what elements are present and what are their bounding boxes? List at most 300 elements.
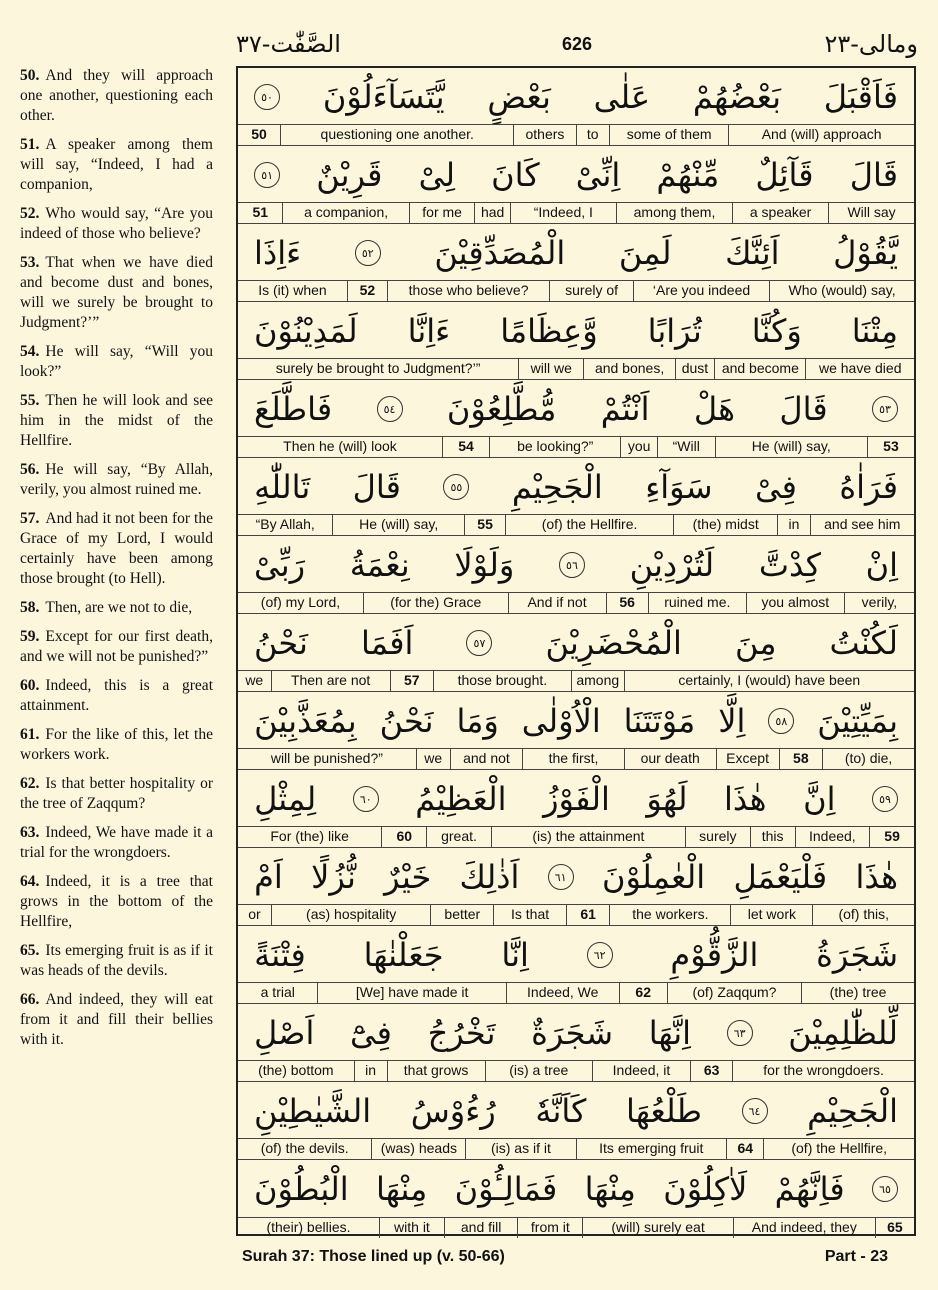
- english-gloss-line: [238, 670, 914, 691]
- arabic-word: خَيْرٌ: [384, 858, 432, 896]
- part-info: Part - 23: [824, 1248, 888, 1265]
- gloss-cell: [We] have made it: [317, 983, 505, 1003]
- arabic-word: يَّتَسَآءَلُوْنَ: [322, 78, 445, 116]
- english-gloss-line: [238, 904, 914, 925]
- grid-row: [238, 1160, 914, 1238]
- arabic-word: فَمَالِـُٔوْنَ: [454, 1170, 558, 1208]
- ayah-marker: ٥٢: [355, 240, 381, 266]
- verse-number: 63.: [20, 824, 40, 841]
- arabic-word: كَانَ: [491, 156, 540, 194]
- gloss-cell: (as) hospitality: [271, 905, 430, 925]
- gloss-cell: (is) the attainment: [491, 827, 685, 847]
- english-gloss-line: [238, 1060, 914, 1081]
- gloss-cell: we: [416, 749, 450, 769]
- gloss-cell: we have died: [805, 359, 914, 379]
- verse-number: 51.: [20, 136, 40, 153]
- gloss-cell: to: [576, 125, 610, 145]
- gloss-cell: from it: [517, 1218, 582, 1238]
- verse-number: 60.: [20, 677, 40, 694]
- arabic-word: يَّقُوْلُ: [833, 234, 898, 272]
- arabic-word: اِنَّا: [501, 936, 529, 974]
- english-gloss-line: [238, 202, 914, 223]
- arabic-line: [238, 614, 914, 672]
- verse-number-cell: 57: [390, 671, 433, 691]
- arabic-word: وَلَوْلَا: [454, 546, 515, 584]
- ayah-marker: ٦٥: [872, 1176, 898, 1202]
- gloss-cell: ‘Are you indeed: [633, 281, 769, 301]
- arabic-word: اِنِّىْ: [575, 156, 621, 194]
- verse-number-cell: 53: [867, 437, 914, 457]
- arabic-word: سَوَآءِ: [645, 468, 713, 506]
- arabic-word: قَرِيْنٌ: [316, 156, 383, 194]
- gloss-cell: ruined me.: [648, 593, 746, 613]
- verse-text: Indeed, We have made it a trial for the wrongdoers.: [20, 824, 213, 861]
- verse-number-cell: 63: [690, 1061, 732, 1081]
- verse-text: Is that better hospitality or the tree of Zaqqum?: [20, 775, 213, 812]
- arabic-word: وَّعِظَامًا: [500, 312, 598, 350]
- arabic-word: لَتُرْدِيْنِ: [629, 546, 715, 584]
- gloss-cell: in: [777, 515, 809, 535]
- english-gloss-line: [238, 592, 914, 613]
- arabic-line: [238, 1160, 914, 1218]
- gloss-cell: better: [430, 905, 493, 925]
- grid-row: [238, 614, 914, 692]
- arabic-word: الْمُصَدِّقِيْنَ: [434, 234, 566, 272]
- gloss-cell: Is (it) when: [258, 282, 327, 298]
- gloss-cell: we: [245, 672, 264, 688]
- verse-number-cell: 50: [251, 126, 267, 142]
- verse-number-cell: 61: [566, 905, 610, 925]
- arabic-word: شَجَرَةُ: [816, 936, 898, 974]
- arabic-word: مِتْنَا: [851, 312, 898, 350]
- gloss-cell: surely: [685, 827, 750, 847]
- verse-number: 59.: [20, 628, 40, 645]
- verse-number-cell: 55: [464, 515, 505, 535]
- translation-verse: [20, 391, 213, 451]
- grid-row: [238, 770, 914, 848]
- verse-number: 62.: [20, 775, 40, 792]
- arabic-word: اِنَّ: [803, 780, 836, 818]
- arabic-word: فَرَاٰهُ: [839, 468, 898, 506]
- gloss-cell: and bones,: [583, 359, 674, 379]
- gloss-cell: you: [620, 437, 657, 457]
- gloss-cell: certainly, I (would) have been: [624, 671, 914, 691]
- arabic-word: الْمُحْضَرِيْنَ: [545, 624, 682, 662]
- verse-number: 65.: [20, 942, 40, 959]
- arabic-word: لِمِثْلِ: [254, 780, 317, 818]
- gloss-cell: this: [750, 827, 795, 847]
- gloss-cell: Then he (will) look: [283, 438, 397, 454]
- verse-number-cell: 52: [347, 281, 387, 301]
- verse-number-cell: 51: [252, 204, 269, 220]
- arabic-line: [238, 1004, 914, 1062]
- verse-number: 55.: [20, 392, 40, 409]
- arabic-word: الْعَظِيْمُ: [415, 780, 507, 818]
- translation-verse: [20, 872, 213, 932]
- gloss-cell: great.: [426, 827, 491, 847]
- arabic-word: الزَّقُّوْمِ: [670, 936, 759, 974]
- arabic-word: لَكُنْتُ: [829, 624, 898, 662]
- arabic-word: ءَاِذَا: [254, 234, 302, 272]
- verse-number-cell: 54: [442, 437, 489, 457]
- arabic-word: تَاللّٰهِ: [254, 468, 311, 506]
- verse-number-cell: 59: [869, 827, 914, 847]
- translation-verse: [20, 253, 213, 333]
- arabic-word: لَمِنَ: [618, 234, 672, 272]
- verse-number: 56.: [20, 461, 40, 478]
- surah-info: Surah 37: Those lined up (v. 50-66): [242, 1248, 505, 1265]
- verse-text: That when we have died and become dust and bones, will we surely be brought to Judgment?’”: [20, 254, 213, 331]
- arabic-word: اِلَّا: [718, 702, 746, 740]
- verse-text: And they will approach one another, questioning each other.: [20, 67, 213, 124]
- gloss-cell: Who (would) say,: [769, 281, 914, 301]
- arabic-line: [238, 224, 914, 282]
- verse-number-cell: 56: [606, 593, 648, 613]
- gloss-cell: those brought.: [433, 671, 571, 691]
- gloss-cell: our death: [624, 749, 716, 769]
- arabic-word: فِتْنَةً: [254, 936, 306, 974]
- english-gloss-line: [238, 436, 914, 457]
- arabic-word: مِّنْهُمْ: [656, 156, 720, 194]
- grid-row: [238, 302, 914, 380]
- translation-verse: [20, 598, 213, 618]
- arabic-word: مَوْتَتَنَا: [623, 702, 696, 740]
- verse-number-cell: 58: [779, 749, 823, 769]
- gloss-cell: (of) my Lord,: [260, 594, 341, 610]
- gloss-cell: you almost: [746, 593, 844, 613]
- verse-text: A speaker among them will say, “Indeed, I had a companion,: [20, 136, 213, 193]
- arabic-line: [238, 458, 914, 516]
- english-gloss-line: [238, 826, 914, 847]
- page-footer: [242, 1248, 918, 1272]
- arabic-word: فَاطَّلَعَ: [254, 390, 333, 428]
- gloss-cell: And (will) approach: [728, 125, 914, 145]
- gloss-cell: let work: [730, 905, 812, 925]
- verse-text: Its emerging fruit is as if it was heads of the devils.: [20, 942, 213, 979]
- arabic-word: اَفَمَا: [360, 624, 414, 662]
- arabic-word: قَآئِلٌ: [755, 156, 814, 194]
- arabic-word: الْجَحِيْمِ: [807, 1092, 898, 1130]
- verse-text: And had it not been for the Grace of my Lord, I would certainly have been among those brought (to Hell).: [20, 510, 213, 587]
- grid-row: [238, 692, 914, 770]
- translation-verse: [20, 627, 213, 667]
- gloss-cell: Indeed,: [795, 827, 870, 847]
- gloss-cell: had: [474, 203, 509, 223]
- ayah-marker: ٥٧: [466, 630, 492, 656]
- arabic-line: [238, 146, 914, 204]
- gloss-cell: (their) bellies.: [266, 1219, 351, 1235]
- arabic-word: وَمَا: [456, 702, 499, 740]
- word-by-word-grid: [236, 66, 916, 1236]
- gloss-cell: Then are not: [271, 671, 390, 691]
- gloss-cell: in: [354, 1061, 387, 1081]
- arabic-word: اِنَّهَا: [648, 1014, 691, 1052]
- gloss-cell: And indeed, they: [733, 1218, 875, 1238]
- arabic-word: بِمُعَذَّبِيْنَ: [254, 702, 357, 740]
- english-gloss-line: [238, 124, 914, 145]
- gloss-cell: Will say: [828, 203, 914, 223]
- english-gloss-line: [238, 280, 914, 301]
- gloss-cell: a companion,: [282, 203, 408, 223]
- arabic-word: رُءُوْسُ: [410, 1092, 496, 1130]
- part-name-arabic: ومالى-٢٣: [824, 30, 918, 58]
- gloss-cell: “By Allah,: [255, 516, 315, 532]
- gloss-cell: or: [248, 906, 261, 922]
- verse-text: He will say, “By Allah, verily, you almost ruined me.: [20, 461, 213, 498]
- grid-row: [238, 926, 914, 1004]
- arabic-word: اِنْ: [865, 546, 898, 584]
- surah-name-arabic: الصَّفّٰت-٣٧: [236, 30, 341, 58]
- grid-row: [238, 224, 914, 302]
- gloss-cell: He (will) say,: [715, 437, 867, 457]
- arabic-line: [238, 770, 914, 828]
- gloss-cell: (is) as if it: [465, 1139, 575, 1159]
- arabic-word: مِنْهَا: [584, 1170, 636, 1208]
- arabic-word: لَهُوَ: [646, 780, 688, 818]
- gloss-cell: (the) tree: [801, 983, 914, 1003]
- gloss-cell: surely of: [549, 281, 633, 301]
- translation-verse: [20, 460, 213, 500]
- gloss-cell: (of) Zaqqum?: [667, 983, 801, 1003]
- arabic-word: فِىْٓ: [349, 1014, 392, 1052]
- arabic-word: الْعٰمِلُوْنَ: [601, 858, 706, 896]
- arabic-word: هَلْ: [693, 390, 735, 428]
- verse-number: 54.: [20, 343, 40, 360]
- gloss-cell: verily,: [844, 593, 914, 613]
- gloss-cell: among them,: [616, 203, 732, 223]
- arabic-word: لَمَدِيْنُوْنَ: [254, 312, 358, 350]
- verse-text: Indeed, this is a great attainment.: [20, 677, 213, 714]
- verse-text: Then he will look and see him in the midst of the Hellfire.: [20, 392, 213, 449]
- ayah-marker: ٥٥: [443, 474, 469, 500]
- gloss-cell: Is that: [493, 905, 566, 925]
- arabic-word: فَاَقْبَلَ: [823, 78, 898, 116]
- arabic-word: جَعَلْنٰهَا: [363, 936, 444, 974]
- grid-row: [238, 68, 914, 146]
- arabic-word: مِنَ: [734, 624, 777, 662]
- ayah-marker: ٦٤: [742, 1098, 768, 1124]
- translation-verse: [20, 509, 213, 589]
- arabic-word: نَحْنُ: [254, 624, 308, 662]
- gloss-cell: Except: [716, 749, 779, 769]
- arabic-word: رَبِّىْ: [254, 546, 306, 584]
- gloss-cell: (of) the devils.: [260, 1140, 349, 1156]
- translation-verse: [20, 135, 213, 195]
- arabic-word: عَلٰى: [593, 78, 651, 116]
- ayah-marker: ٥٣: [872, 396, 898, 422]
- arabic-word: بَعْضُهُمْ: [692, 78, 781, 116]
- gloss-cell: questioning one another.: [280, 125, 513, 145]
- arabic-word: شَجَرَةٌ: [531, 1014, 614, 1052]
- arabic-word: الْاُوْلٰى: [521, 702, 601, 740]
- gloss-cell: dust: [675, 359, 715, 379]
- gloss-cell: with it: [379, 1218, 444, 1238]
- grid-row: [238, 458, 914, 536]
- gloss-cell: others: [513, 125, 575, 145]
- gloss-cell: Indeed, it: [592, 1061, 690, 1081]
- verse-text: And indeed, they will eat from it and fill their bellies with it.: [20, 991, 213, 1048]
- arabic-word: وَكُنَّا: [751, 312, 802, 350]
- arabic-word: فَلْيَعْمَلِ: [733, 858, 828, 896]
- arabic-word: فَاِنَّهُمْ: [774, 1170, 845, 1208]
- arabic-line: [238, 380, 914, 438]
- gloss-cell: “Indeed, I: [510, 203, 616, 223]
- translation-verse: [20, 342, 213, 382]
- gloss-cell: those who believe?: [387, 281, 549, 301]
- ayah-marker: ٥١: [254, 162, 280, 188]
- gloss-cell: be looking?”: [489, 437, 620, 457]
- gloss-cell: (for the) Grace: [363, 593, 508, 613]
- gloss-cell: (of) this,: [812, 905, 914, 925]
- ayah-marker: ٦٠: [353, 786, 379, 812]
- gloss-cell: (was) heads: [371, 1139, 465, 1159]
- gloss-cell: (to) die,: [822, 749, 914, 769]
- translation-column: [20, 66, 213, 1059]
- arabic-word: نِعْمَةُ: [349, 546, 410, 584]
- arabic-word: اَئِنَّكَ: [725, 234, 780, 272]
- verse-number: 50.: [20, 67, 40, 84]
- ayah-marker: ٥٤: [377, 396, 403, 422]
- grid-row: [238, 146, 914, 224]
- arabic-word: لَاٰكِلُوْنَ: [663, 1170, 748, 1208]
- verse-text: Who would say, “Are you indeed of those who believe?: [20, 205, 213, 242]
- arabic-word: نُّزُلًا: [311, 858, 356, 896]
- verse-number: 61.: [20, 726, 40, 743]
- arabic-word: هٰذَا: [723, 780, 767, 818]
- arabic-line: [238, 536, 914, 594]
- translation-verse: [20, 774, 213, 814]
- grid-row: [238, 536, 914, 614]
- arabic-word: اَذٰلِكَ: [459, 858, 520, 896]
- verse-number: 52.: [20, 205, 40, 222]
- translation-verse: [20, 823, 213, 863]
- gloss-cell: (will) surely eat: [582, 1218, 733, 1238]
- arabic-word: الْبُطُوْنَ: [254, 1170, 349, 1208]
- arabic-line: [238, 926, 914, 984]
- gloss-cell: (of) the Hellfire,: [763, 1139, 914, 1159]
- ayah-marker: ٥٩: [872, 786, 898, 812]
- english-gloss-line: [238, 748, 914, 769]
- verse-number-cell: 64: [726, 1139, 763, 1159]
- page-number: 626: [561, 34, 593, 54]
- arabic-word: بِمَيِّتِيْنَ: [817, 702, 898, 740]
- gloss-cell: among: [571, 671, 624, 691]
- arabic-word: تُرَابًا: [647, 312, 702, 350]
- arabic-word: اَصْلِ: [254, 1014, 315, 1052]
- verse-number: 66.: [20, 991, 40, 1008]
- arabic-word: فِىْ: [754, 468, 797, 506]
- verse-number-cell: 65: [875, 1218, 914, 1238]
- translation-verse: [20, 725, 213, 765]
- gloss-cell: will be punished?”: [270, 750, 383, 766]
- translation-verse: [20, 66, 213, 126]
- grid-row: [238, 848, 914, 926]
- verse-text: Except for our first death, and we will not be punished?”: [20, 628, 213, 665]
- gloss-cell: some of them: [609, 125, 728, 145]
- english-gloss-line: [238, 982, 914, 1003]
- grid-row: [238, 1082, 914, 1160]
- verse-number-cell: 62: [619, 983, 667, 1003]
- ayah-marker: ٥٦: [559, 552, 585, 578]
- gloss-cell: the workers.: [609, 905, 730, 925]
- gloss-cell: that grows: [387, 1061, 485, 1081]
- arabic-word: الْجَحِيْمِ: [511, 468, 603, 506]
- verse-number: 58.: [20, 599, 40, 616]
- verse-text: Then, are we not to die,: [45, 599, 193, 616]
- gloss-cell: (is) a tree: [485, 1061, 592, 1081]
- english-gloss-line: [238, 1138, 914, 1159]
- gloss-cell: surely be brought to Judgment?’”: [275, 360, 481, 376]
- arabic-word: كَاَنَّهٗ: [535, 1092, 587, 1130]
- arabic-word: مُّطَّلِعُوْنَ: [446, 390, 557, 428]
- verse-number: 53.: [20, 254, 40, 271]
- ayah-marker: ٦١: [548, 864, 574, 890]
- verse-text: He will say, “Will you look?”: [20, 343, 213, 380]
- gloss-cell: will we: [518, 359, 583, 379]
- arabic-line: [238, 692, 914, 750]
- arabic-word: بَعْضٍ: [487, 78, 551, 116]
- arabic-word: مِنْهَا: [375, 1170, 428, 1208]
- gloss-cell: Its emerging fruit: [576, 1139, 727, 1159]
- english-gloss-line: [238, 1217, 914, 1238]
- gloss-cell: a trial: [260, 984, 295, 1000]
- ayah-marker: ٥٨: [768, 708, 794, 734]
- arabic-line: [238, 848, 914, 906]
- ayah-marker: ٦٢: [587, 942, 613, 968]
- verse-text: Indeed, it is a tree that grows in the bottom of the Hellfire,: [20, 873, 213, 930]
- verse-number: 64.: [20, 873, 40, 890]
- arabic-word: قَالَ: [779, 390, 828, 428]
- gloss-cell: and fill: [444, 1218, 517, 1238]
- arabic-word: قَالَ: [352, 468, 401, 506]
- gloss-cell: Indeed, We: [506, 983, 619, 1003]
- verse-number: 57.: [20, 510, 40, 527]
- arabic-word: نَحْنُ: [379, 702, 434, 740]
- arabic-word: اَنْتُمْ: [600, 390, 650, 428]
- arabic-line: [238, 302, 914, 360]
- english-gloss-line: [238, 514, 914, 535]
- arabic-word: هٰذَا: [855, 858, 898, 896]
- gloss-cell: for me: [409, 203, 475, 223]
- arabic-word: الْفَوْزُ: [543, 780, 610, 818]
- translation-verse: [20, 990, 213, 1050]
- ayah-marker: ٥٠: [254, 84, 280, 110]
- grid-row: [238, 380, 914, 458]
- translation-verse: [20, 204, 213, 244]
- gloss-cell: For (the) like: [270, 828, 349, 844]
- gloss-cell: and become: [714, 359, 805, 379]
- gloss-cell: a speaker: [732, 203, 828, 223]
- arabic-word: لِىْ: [418, 156, 456, 194]
- arabic-word: تَخْرُجُ: [427, 1014, 496, 1052]
- english-gloss-line: [238, 358, 914, 379]
- arabic-word: كِدْتَّ: [758, 546, 821, 584]
- gloss-cell: (of) the Hellfire.: [505, 515, 673, 535]
- verse-text: For the like of this, let the workers work.: [20, 726, 213, 763]
- gloss-cell: and see him: [810, 515, 914, 535]
- gloss-cell: He (will) say,: [332, 515, 464, 535]
- gloss-cell: and not: [450, 749, 523, 769]
- gloss-cell: (the) bottom: [258, 1062, 334, 1078]
- gloss-cell: for the wrongdoers.: [732, 1061, 914, 1081]
- arabic-word: اَمْ: [254, 858, 283, 896]
- arabic-word: طَلْعُهَا: [625, 1092, 702, 1130]
- gloss-cell: “Will: [657, 437, 715, 457]
- arabic-line: [238, 1082, 914, 1140]
- gloss-cell: And if not: [508, 593, 606, 613]
- page-header: [236, 30, 918, 62]
- gloss-cell: (the) midst: [673, 515, 777, 535]
